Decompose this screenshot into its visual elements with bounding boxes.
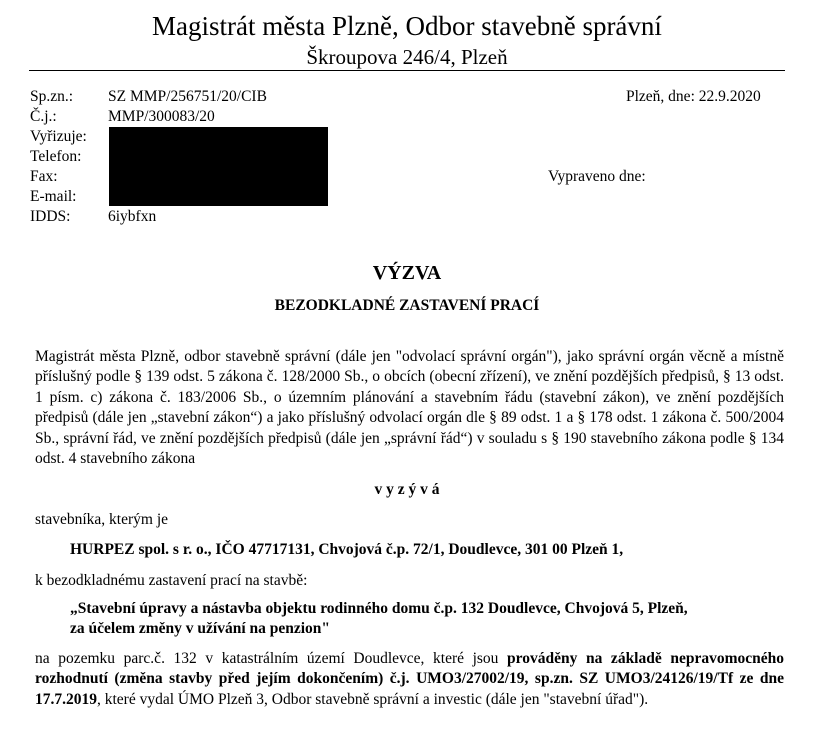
idds-value: 6iybfxn [108, 208, 157, 225]
idds-label: IDDS: [30, 208, 71, 225]
document-heading: VÝZVA [372, 262, 442, 284]
stavebnika-text: stavebníka, kterým je [35, 511, 168, 528]
intro-paragraph: Magistrát města Plzně, odbor stavebně správní (dále jen "odvolací správní orgán"), jako správní orgán věcně a místně příslušný podle § 139 odst. 5 zákona č. 128/2000 Sb., o obcích (obecní zřízení), ve znění pozdějších předpisů, § 13 odst. 1 písm. c) zákona č. 183/2006 Sb., o územním plánování a stavebním řádu (stavební zákon), ve znění pozdějších předpisů (dále jen „stavební zákon“) a jako příslušný odvolací orgán dle § 89 odst. 1 a § 178 odst. 1 zákona č. 500/2004 Sb., správní řád, ve znění pozdějších předpisů (dále jen „správní řád“) v souladu s § 190 stavebního zákona podle § 134 odst. 4 stavebního zákona [35, 348, 784, 468]
final-paragraph [35, 649, 784, 710]
final-text-1: na pozemku parc.č. 132 v katastrálním území Doudlevce, které jsou [35, 650, 508, 667]
vyrizuje-label: Vyřizuje: [30, 128, 87, 145]
header-divider [29, 70, 785, 71]
cj-label: Č.j.: [30, 108, 57, 125]
spzn-label: Sp.zn.: [30, 88, 74, 105]
vypraveno-label: Vypraveno dne: [548, 168, 646, 185]
final-text-bold: prováděny na základě nepravomocného rozhodnutí (změna stavby před jejím dokončením) č.j. UMO3/27002/19, sp.zn. SZ UMO3/24126/19/Tf ze dne 17.7.2019 [35, 650, 784, 708]
stavba-line-2: za účelem změny v užívání na penzion" [70, 620, 331, 637]
zastaveni-text: k bezodkladnému zastavení prací na stavbě: [35, 572, 308, 589]
redaction-block [109, 127, 328, 206]
stavba-line-1: „Stavební úpravy a nástavba objektu rodinného domu č.p. 132 Doudlevce, Chvojová 5, Plzeň, [70, 600, 688, 617]
office-address: Škroupova 246/4, Plzeň [306, 45, 508, 69]
spzn-value: SZ MMP/256751/20/CIB [108, 88, 267, 105]
email-label: E-mail: [30, 188, 77, 205]
document-date: Plzeň, dne: 22.9.2020 [626, 88, 761, 105]
final-text-2: , které vydal ÚMO Plzeň 3, Odbor stavebně správní a investic (dále jen "stavební úřad"). [97, 690, 649, 708]
vyzyva-heading: v y z ý v á [374, 481, 440, 498]
company-line: HURPEZ spol. s r. o., IČO 47717131, Chvojová č.p. 72/1, Doudlevce, 301 00 Plzeň 1, [70, 541, 624, 558]
office-title: Magistrát města Plzně, Odbor stavebně správní [152, 11, 662, 41]
document-subheading: BEZODKLADNÉ ZASTAVENÍ PRACÍ [274, 297, 540, 314]
cj-value: MMP/300083/20 [108, 108, 215, 125]
fax-label: Fax: [30, 168, 58, 185]
telefon-label: Telefon: [30, 148, 82, 165]
